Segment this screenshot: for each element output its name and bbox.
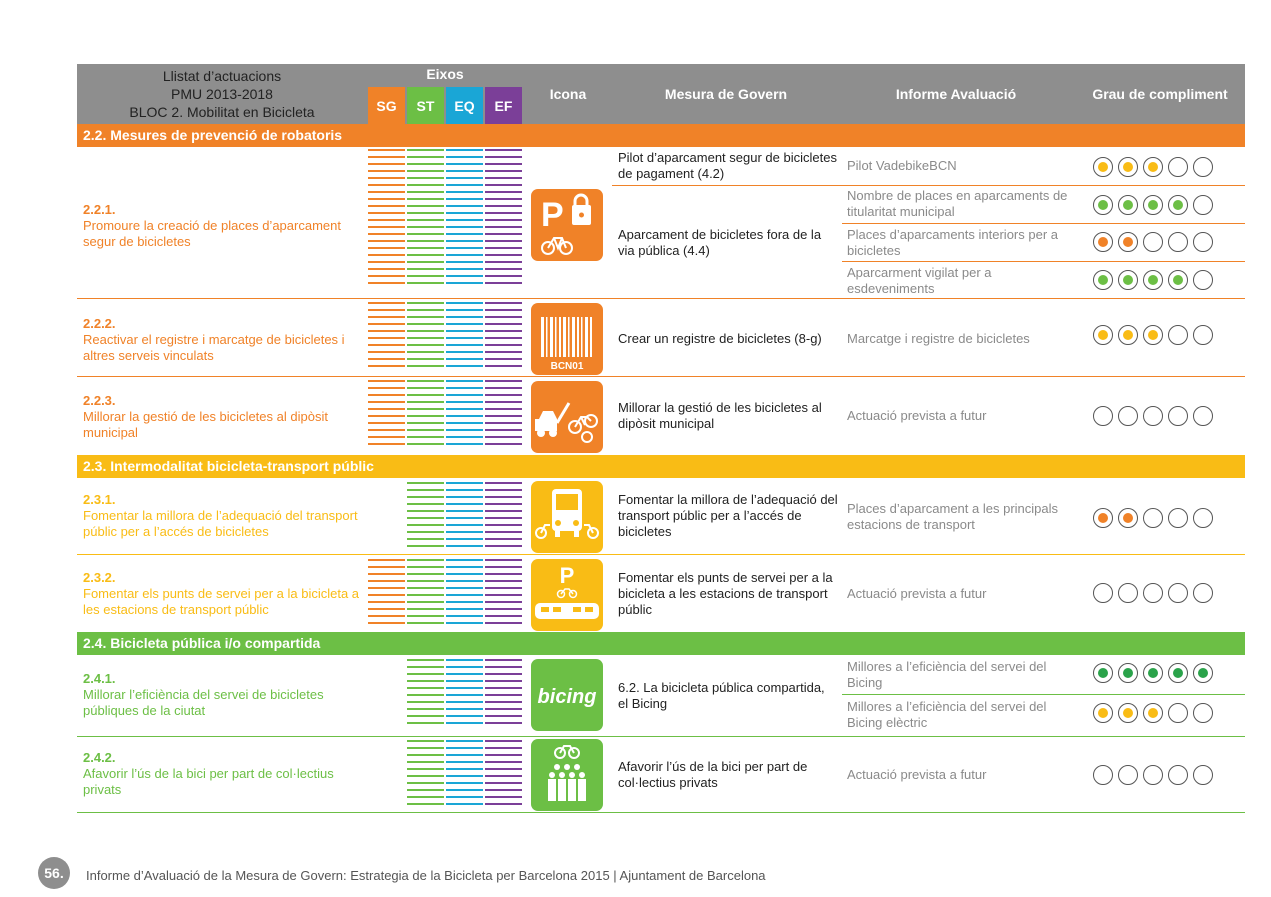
axis-stripe — [485, 559, 522, 629]
row-divider — [77, 298, 1245, 299]
grade-circle-empty — [1118, 765, 1138, 785]
measure-4: Millorar la gestió de les bicicletes al dipòsit municipal — [618, 400, 822, 431]
action-text: Fomentar els punts de servei per a la bicicleta a les estacions de transport públic — [83, 586, 360, 617]
grade-circle-filled — [1118, 703, 1138, 723]
footer-text: Informe d’Avaluació de la Mesura de Govern: Estrategia de la Bicicleta per Barcelona 2015 | Ajuntament de Barcelona — [86, 868, 766, 883]
grade-circle-empty — [1143, 232, 1163, 252]
action-2-3-2 — [83, 570, 363, 618]
axis-eq: EQ — [446, 87, 483, 124]
axis-stripe — [368, 559, 405, 629]
grade-circle-filled — [1118, 663, 1138, 683]
measure-6: Fomentar els punts de servei per a la bicicleta a les estacions de transport públic — [618, 570, 833, 617]
group-bike-icon — [531, 739, 603, 811]
axis-stripe — [446, 380, 483, 450]
grade-circle-empty — [1193, 765, 1213, 785]
grade-circle-empty — [1168, 508, 1188, 528]
grade-circle-filled — [1143, 270, 1163, 290]
bus-bike-icon — [531, 481, 603, 553]
page-number: 56. — [38, 857, 70, 889]
action-text: Millorar la gestió de les bicicletes al dipòsit municipal — [83, 409, 328, 440]
grade-circle-empty — [1168, 765, 1188, 785]
grade-circle-filled — [1168, 195, 1188, 215]
report-3: Places d’aparcaments interiors per a bicicletes — [847, 227, 1058, 258]
axis-stripe — [446, 659, 483, 729]
grade-circle-filled — [1093, 157, 1113, 177]
grade-circle-filled — [1093, 195, 1113, 215]
grade-circle-filled — [1118, 157, 1138, 177]
action-number: 2.2.2. — [83, 316, 116, 331]
axis-ef: EF — [485, 87, 522, 124]
grade-circle-empty — [1168, 583, 1188, 603]
report-10: Millores a l’eficiència del servei del Bicing elèctric — [847, 699, 1047, 730]
grade-circle-filled — [1118, 195, 1138, 215]
axis-stripe — [407, 149, 444, 289]
parking-letter: P — [559, 563, 575, 588]
header-icona: Icona — [549, 86, 587, 102]
grade-circle-filled — [1093, 703, 1113, 723]
header-title-line3: BLOC 2. Mobilitat en Bicicleta — [129, 104, 315, 120]
report-7: Places d’aparcament a les principals estacions de transport — [847, 501, 1058, 532]
bicing-logo-icon — [531, 659, 603, 731]
grade-circle-filled — [1118, 508, 1138, 528]
measure-2: Aparcament de bicicletes fora de la via pública (4.4) — [618, 227, 822, 258]
grade-circle-empty — [1193, 325, 1213, 345]
report-4: Aparcarment vigilat per a esdeveniments — [847, 265, 992, 296]
grade-circle-empty — [1193, 157, 1213, 177]
report-8: Actuació prevista a futur — [847, 586, 987, 601]
grade-r3 — [1093, 232, 1225, 254]
header-grau: Grau de compliment — [1092, 86, 1228, 102]
parking-train-bike-icon — [531, 559, 603, 631]
axis-stripe — [368, 302, 405, 372]
report-9: Millores a l’eficiència del servei del Bicing — [847, 659, 1047, 690]
grade-circle-filled — [1143, 325, 1163, 345]
grade-circle-empty — [1168, 406, 1188, 426]
axis-stripe — [446, 559, 483, 629]
axis-stripe — [446, 149, 483, 289]
row-divider — [612, 185, 1245, 186]
grade-circle-filled — [1143, 703, 1163, 723]
action-number: 2.4.1. — [83, 671, 116, 686]
report-6: Actuació prevista a futur — [847, 408, 987, 423]
grade-circle-empty — [1193, 703, 1213, 723]
grade-circle-empty — [1168, 232, 1188, 252]
grade-r4 — [1093, 270, 1225, 292]
action-2-2-3 — [83, 393, 363, 441]
grade-circle-empty — [1118, 583, 1138, 603]
section-2-3: 2.3. Intermodalitat bicicleta-transport públic — [77, 455, 1245, 478]
axis-stripe — [485, 740, 522, 810]
row-divider — [77, 554, 1245, 555]
grade-circle-empty — [1193, 583, 1213, 603]
axis-stripe — [407, 659, 444, 729]
row-divider — [77, 376, 1245, 377]
report-2: Nombre de places en aparcaments de titularitat municipal — [847, 188, 1068, 219]
report-11: Actuació prevista a futur — [847, 767, 987, 782]
grade-circle-empty — [1168, 703, 1188, 723]
grade-circle-empty — [1168, 325, 1188, 345]
axis-stripe — [407, 302, 444, 372]
action-number: 2.2.1. — [83, 202, 116, 217]
tow-truck-bike-icon — [531, 381, 603, 453]
row-divider — [842, 694, 1245, 695]
grade-circle-filled — [1168, 663, 1188, 683]
header-mesura: Mesura de Govern — [664, 86, 788, 102]
grade-circle-empty — [1193, 195, 1213, 215]
measure-7: 6.2. La bicicleta pública compartida, el Bicing — [618, 680, 825, 711]
grade-circle-filled — [1093, 270, 1113, 290]
grade-circle-empty — [1168, 157, 1188, 177]
grade-circle-empty — [1193, 270, 1213, 290]
action-text: Fomentar la millora de l’adequació del transport públic per a l’accés de bicicletes — [83, 508, 358, 539]
row-divider — [77, 812, 1245, 813]
axis-stripe — [407, 740, 444, 810]
grade-circle-filled — [1193, 663, 1213, 683]
axis-stripe — [368, 149, 405, 289]
grade-r1 — [1093, 157, 1225, 179]
report-1: Pilot VadebikeBCN — [847, 158, 957, 173]
axis-stripe — [446, 740, 483, 810]
axis-stripe — [485, 380, 522, 450]
grade-r8 — [1093, 583, 1225, 605]
grade-r6 — [1093, 406, 1225, 428]
section-2-2: 2.2. Mesures de prevenció de robatoris — [77, 124, 1245, 147]
grade-circle-filled — [1118, 232, 1138, 252]
action-2-2-2 — [83, 316, 363, 364]
grade-circle-filled — [1093, 508, 1113, 528]
action-2-4-2 — [83, 750, 363, 798]
report-5: Marcatge i registre de bicicletes — [847, 331, 1030, 346]
axis-stripe — [446, 482, 483, 552]
axis-stripe — [368, 380, 405, 450]
row-divider — [77, 736, 1245, 737]
action-2-2-1 — [83, 202, 363, 250]
axis-st: ST — [407, 87, 444, 124]
grade-circle-filled — [1118, 270, 1138, 290]
axis-stripe — [485, 302, 522, 372]
grade-circle-empty — [1093, 406, 1113, 426]
grade-circle-empty — [1143, 583, 1163, 603]
grade-circle-filled — [1168, 270, 1188, 290]
header-title-line2: PMU 2013-2018 — [171, 86, 273, 102]
axis-stripe — [485, 482, 522, 552]
grade-circle-empty — [1193, 406, 1213, 426]
grade-circle-empty — [1093, 583, 1113, 603]
grade-r11 — [1093, 765, 1225, 787]
measure-5: Fomentar la millora de l’adequació del transport públic per a l’accés de bicicletes — [618, 492, 838, 539]
axis-stripe — [407, 482, 444, 552]
grade-circle-empty — [1143, 508, 1163, 528]
axis-stripe — [407, 380, 444, 450]
grade-r2 — [1093, 195, 1225, 217]
action-number: 2.3.2. — [83, 570, 116, 585]
axis-stripe — [485, 659, 522, 729]
grade-circle-filled — [1093, 232, 1113, 252]
barcode-icon — [531, 303, 603, 375]
action-text: Promoure la creació de places d’aparcament segur de bicicletes — [83, 218, 341, 249]
header-eixos: Eixos — [426, 66, 464, 82]
action-text: Afavorir l’ús de la bici per part de col·lectius privats — [83, 766, 334, 797]
axis-stripe — [485, 149, 522, 289]
action-text: Millorar l’eficiència del servei de bicicletes públiques de la ciutat — [83, 687, 324, 718]
header-title-line1: Llistat d’actuacions — [162, 68, 282, 84]
section-2-4: 2.4. Bicicleta pública i/o compartida — [77, 632, 1245, 655]
bicing-label: bicing — [537, 686, 597, 708]
grade-r5 — [1093, 325, 1225, 347]
grade-circle-filled — [1143, 663, 1163, 683]
svg-text:P: P — [541, 196, 564, 234]
header-informe: Informe Avaluació — [895, 86, 1017, 102]
row-divider — [842, 261, 1245, 262]
action-2-3-1 — [83, 492, 363, 540]
grade-circle-filled — [1093, 325, 1113, 345]
grade-circle-empty — [1143, 765, 1163, 785]
grade-circle-filled — [1143, 157, 1163, 177]
measure-3: Crear un registre de bicicletes (8-g) — [618, 331, 822, 346]
grade-circle-empty — [1093, 765, 1113, 785]
action-number: 2.3.1. — [83, 492, 116, 507]
action-number: 2.4.2. — [83, 750, 116, 765]
header-title — [77, 64, 367, 124]
action-text: Reactivar el registre i marcatge de bicicletes i altres serveis vinculats — [83, 332, 345, 363]
axis-sg: SG — [368, 87, 405, 124]
axis-stripe — [446, 302, 483, 372]
grade-circle-filled — [1093, 663, 1113, 683]
grade-circle-empty — [1193, 232, 1213, 252]
measure-8: Afavorir l’ús de la bici per part de col·lectius privats — [618, 759, 808, 790]
grade-r9 — [1093, 663, 1225, 685]
action-number: 2.2.3. — [83, 393, 116, 408]
grade-circle-filled — [1143, 195, 1163, 215]
grade-circle-empty — [1143, 406, 1163, 426]
row-divider — [842, 223, 1245, 224]
grade-circle-empty — [1118, 406, 1138, 426]
bcn01-label: BCN01 — [550, 361, 584, 372]
grade-r7 — [1093, 508, 1225, 530]
measure-1: Pilot d’aparcament segur de bicicletes de pagament (4.2) — [618, 150, 837, 181]
grade-circle-filled — [1118, 325, 1138, 345]
grade-r10 — [1093, 703, 1225, 725]
parking-lock-bike-icon — [531, 189, 603, 261]
action-2-4-1 — [83, 671, 363, 719]
grade-circle-empty — [1193, 508, 1213, 528]
axis-stripe — [407, 559, 444, 629]
